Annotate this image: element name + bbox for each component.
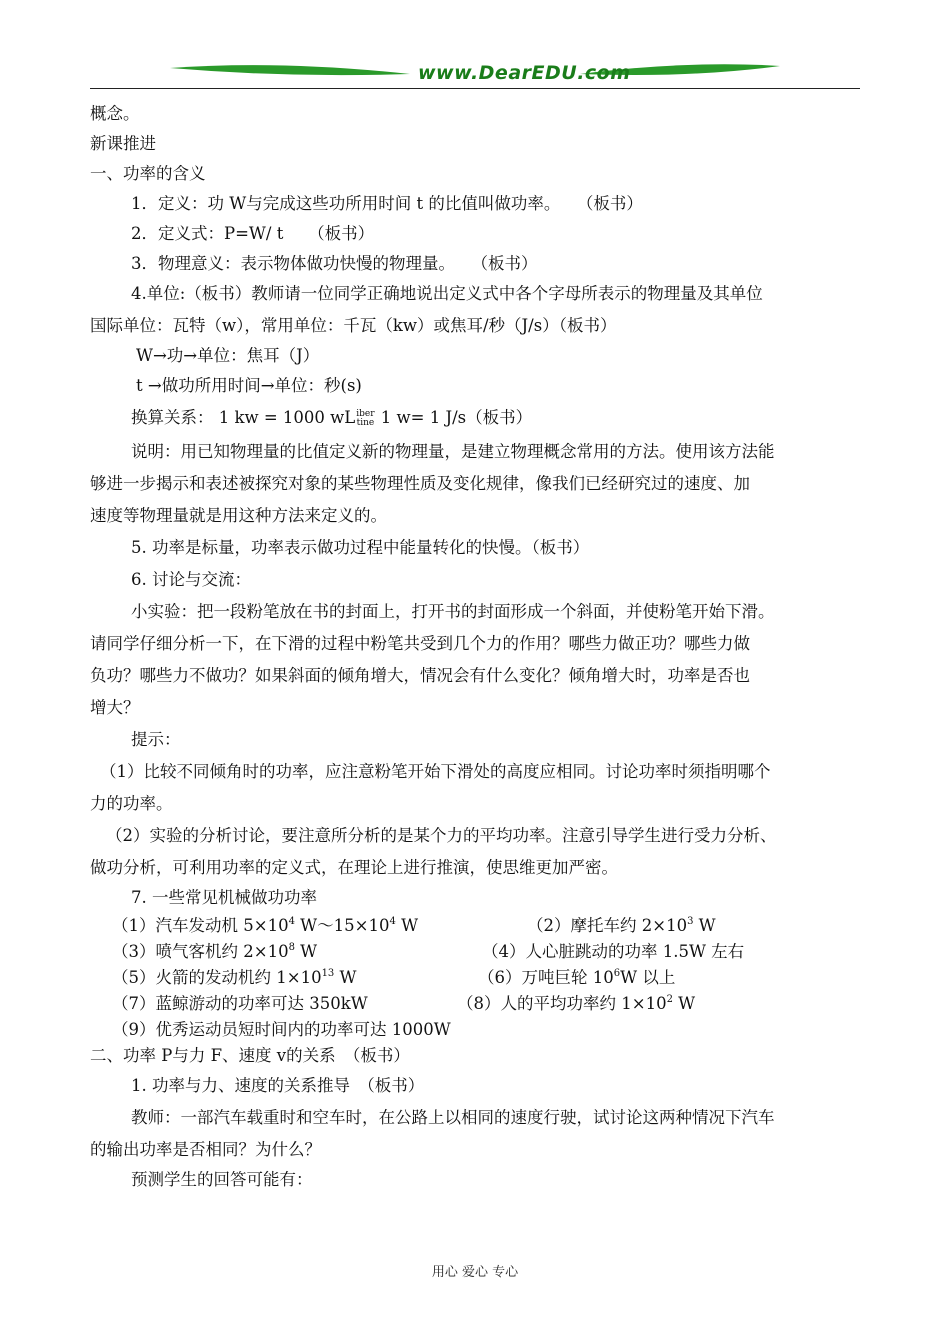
text-line: 请同学仔细分析一下，在下滑的过程中粉笔共受到几个力的作用？哪些力做正功？哪些力做 [90, 634, 750, 653]
text-line: 1. 功率与力、速度的关系推导 （板书） [131, 1076, 425, 1095]
exponent: 3 [687, 916, 694, 927]
stacked-artifact [356, 410, 374, 428]
exponent: 4 [288, 916, 295, 927]
page-footer: 用心 爱心 专心 [431, 1265, 519, 1280]
text-line: 预测学生的回答可能有： [131, 1170, 313, 1189]
item-text: W [395, 916, 419, 935]
power-item [112, 968, 357, 988]
text-line: 小实验：把一段粉笔放在书的封面上，打开书的封面形成一个斜面，并使粉笔开始下滑。 [131, 602, 775, 621]
text-line: 力的功率。 [90, 794, 173, 813]
power-item [478, 968, 675, 988]
exponent: 13 [321, 968, 335, 979]
text-line: 5. 功率是标量，功率表示做功过程中能量转化的快慢。（板书） [131, 538, 590, 557]
exponent: 6 [613, 968, 621, 979]
text-line: 提示： [131, 730, 181, 749]
text-line: 的输出功率是否相同？为什么？ [90, 1140, 321, 1159]
power-item [112, 916, 418, 936]
power-item [527, 916, 716, 936]
exponent: 4 [389, 916, 396, 927]
text-line: 够进一步揭示和表述被探究对象的某些物理性质及变化规律，像我们已经研究过的速度、加 [90, 474, 750, 493]
text-line: （1）比较不同倾角时的功率，应注意粉笔开始下滑处的高度应相同。讨论功率时须指明哪个 [100, 762, 771, 781]
site-header [90, 56, 860, 92]
text-line: 7. 一些常见机械做功功率 [131, 888, 317, 907]
site-logo-text[interactable]: www.DearEDU.com [418, 62, 631, 84]
text-line: 概念。 [90, 104, 140, 123]
power-item [112, 942, 317, 962]
item-text: （2）摩托车约 2×10 [527, 916, 688, 935]
text-line: 增大？ [90, 698, 140, 717]
text-line: 教师：一部汽车载重时和空车时，在公路上以相同的速度行驶，试讨论这两种情况下汽车 [131, 1108, 775, 1127]
conversion-text-2: 1 w= 1 J/s（板书） [375, 408, 533, 427]
text-line: 速度等物理量就是用这种方法来定义的。 [90, 506, 387, 525]
section-heading: 二、功率 P与力 F、速度 v的关系 （板书） [90, 1046, 410, 1065]
text-line: 国际单位：瓦特（w），常用单位：千瓦（kw）或焦耳/秒（J/s）（板书） [90, 316, 617, 335]
item-text: （3）喷气客机约 2×10 [112, 942, 289, 961]
power-item: （9）优秀运动员短时间内的功率可达 1000W [112, 1020, 451, 1039]
text-line: 2．定义式：P=W/ t （板书） [131, 224, 375, 243]
section-heading: 一、功率的含义 [90, 164, 206, 183]
text-line: 说明：用已知物理量的比值定义新的物理量，是建立物理概念常用的方法。使用该方法能 [131, 442, 775, 461]
exponent: 2 [666, 994, 673, 1005]
header-rule [90, 88, 860, 89]
text-line: t →做功所用时间→单位：秒(s) [136, 376, 362, 395]
text-line: W→功→单位：焦耳（J） [136, 346, 320, 365]
text-line: 3．物理意义：表示物体做功快慢的物理量。 （板书） [131, 254, 538, 273]
item-text: W [693, 916, 716, 935]
text-line: 6. 讨论与交流： [131, 570, 251, 589]
text-line: 4.单位:（板书）教师请一位同学正确地说出定义式中各个字母所表示的物理量及其单位 [131, 284, 763, 303]
item-text: （1）汽车发动机 5×10 [112, 916, 289, 935]
text-line: （2）实验的分析讨论，要注意所分析的是某个力的平均功率。注意引导学生进行受力分析、 [106, 826, 777, 845]
item-text: （5）火箭的发动机约 1×10 [112, 968, 322, 987]
stacked-bottom: tine [356, 418, 375, 428]
item-text: W [672, 994, 696, 1013]
exponent: 8 [288, 942, 295, 953]
text-line [131, 408, 532, 428]
conversion-text: 换算关系： 1 kw = 1000 wL [131, 408, 356, 427]
item-text: W 以上 [620, 968, 676, 987]
text-line: 负功？哪些力不做功？如果斜面的倾角增大，情况会有什么变化？倾角增大时，功率是否也 [90, 666, 750, 685]
text-line: 1．定义：功 W与完成这些功所用时间 t 的比值叫做功率。 （板书） [131, 194, 643, 213]
power-item [457, 994, 695, 1014]
power-item: （7）蓝鲸游动的功率可达 350kW [112, 994, 368, 1013]
stacked-top: iber [356, 409, 375, 419]
text-line: 做功分析，可利用功率的定义式，在理论上进行推演，使思维更加严密。 [90, 858, 618, 877]
item-text: （8）人的平均功率约 1×10 [457, 994, 667, 1013]
power-item: （4）人心脏跳动的功率 1.5W 左右 [482, 942, 745, 961]
item-text: （6）万吨巨轮 10 [478, 968, 614, 987]
item-text: W [294, 942, 318, 961]
item-text: W [334, 968, 357, 987]
section-heading: 新课推进 [90, 134, 156, 153]
item-text: W～15×10 [294, 916, 390, 935]
